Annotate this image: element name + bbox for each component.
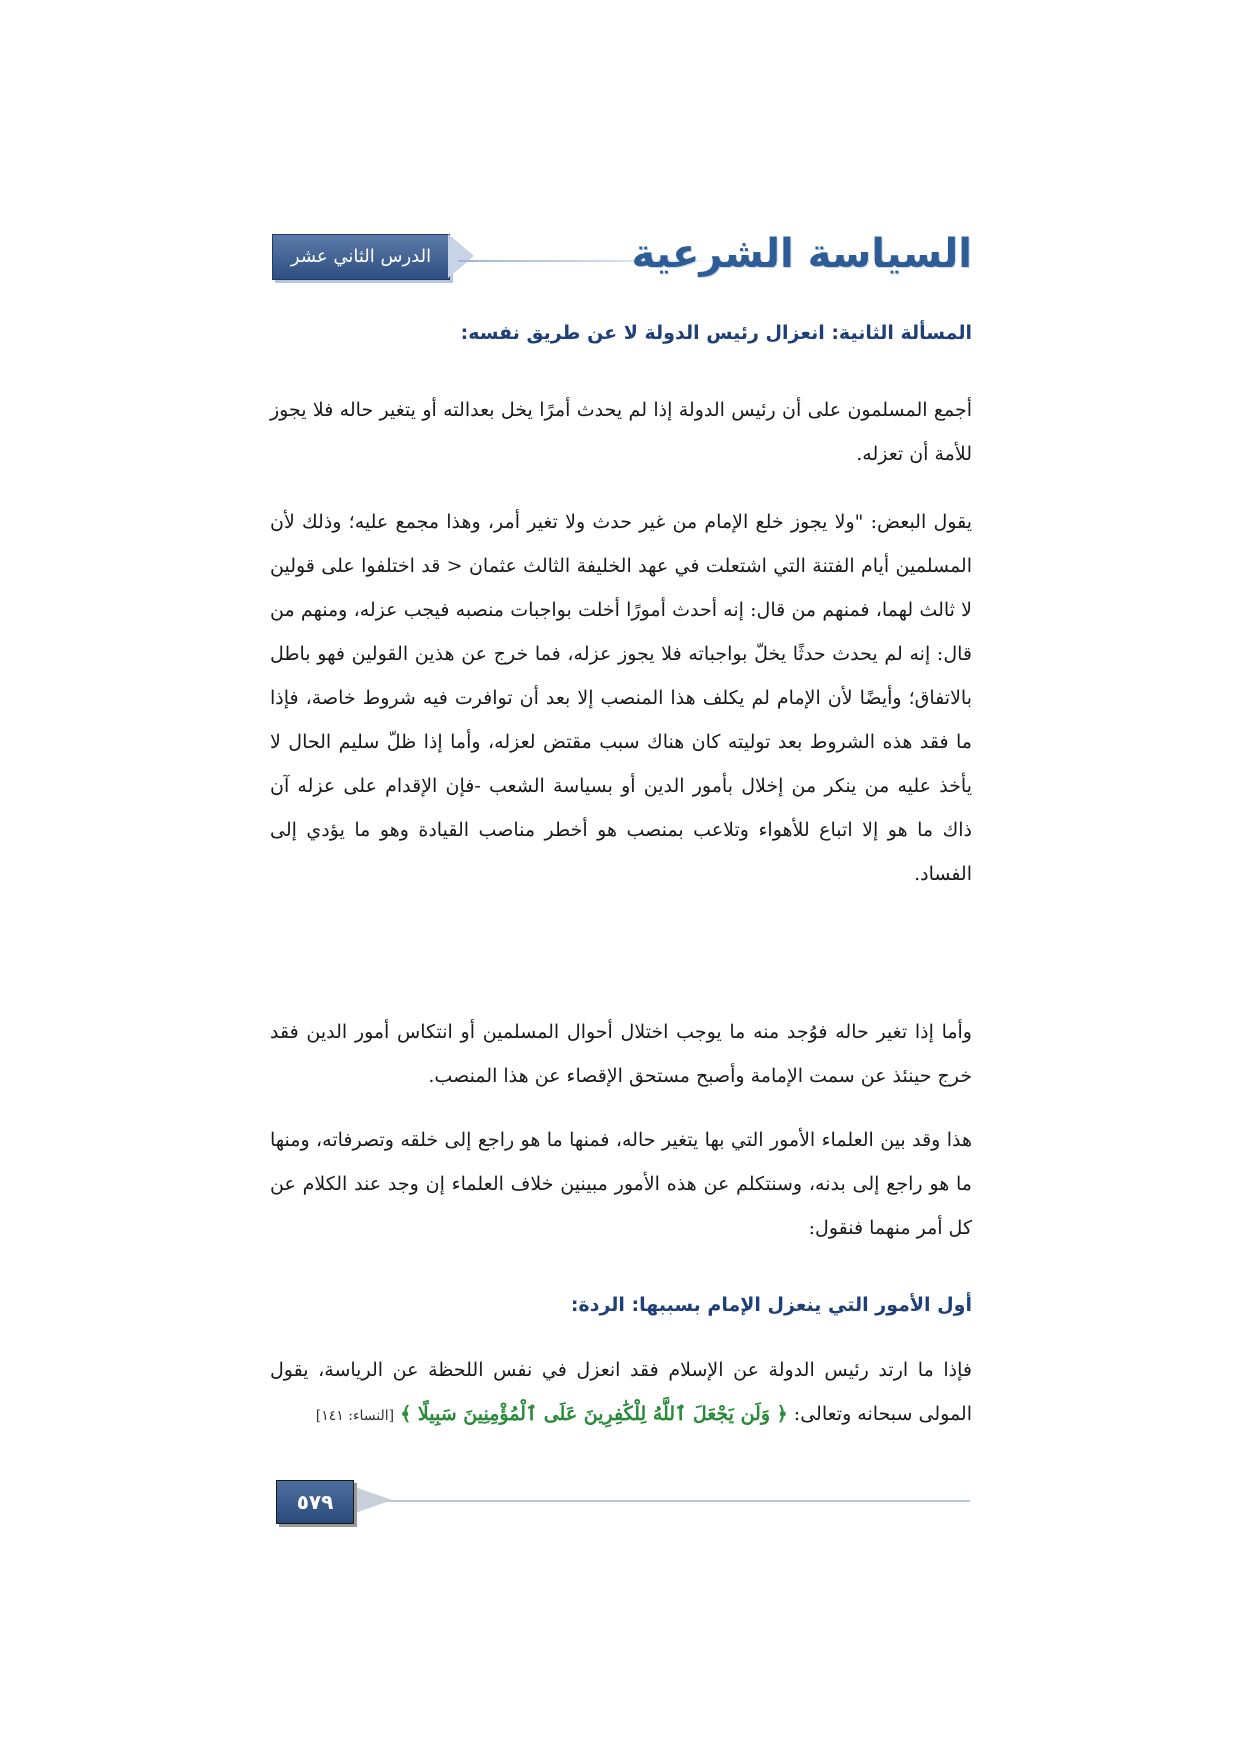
verse-citation: [النساء: ١٤١] [315,1408,395,1424]
paragraph-3: وأما إذا تغير حاله فوُجد منه ما يوجب اختلال أحوال المسلمين أو انتكاس أمور الدين فقد خرج حينئذ عن سمت الإمامة وأصبح مستحق الإقصاء عن هذا المنصب. [270,1021,972,1087]
footer-wedge [352,1486,392,1514]
badge-wedge [448,234,474,278]
page-number: ٥٧٩ [276,1480,354,1524]
section-heading-1: المسألة الثانية: انعزال رئيس الدولة لا عن طريق نفسه: [460,322,972,344]
lesson-badge: الدرس الثاني عشر [272,234,450,280]
section-heading-2: أول الأمور التي ينعزل الإمام بسببها: الردة: [570,1294,972,1316]
quran-verse: ﴿ وَلَن يَجْعَلَ ٱللَّهُ لِلْكَٰفِرِينَ عَلَى ٱلْمُؤْمِنِينَ سَبِيلًا ﴾ [400,1403,788,1425]
paragraph-5 [270,1348,972,1438]
book-title: السياسة الشرعية [631,231,972,277]
footer-divider [356,1500,970,1502]
page-header [272,226,972,286]
paragraph-2: يقول البعض: "ولا يجوز خلع الإمام من غير حدث ولا تغير أمر، وهذا مجمع عليه؛ وذلك لأن المسلمين أيام الفتنة التي اشتعلت في عهد الخليفة الثالث عثمان < قد اختلفوا على قولين لا ثالث لهما، فمنهم من قال: إنه أحدث أمورًا أخلت بواجبات منصبه فيجب عزله، ومنهم من قال: إنه لم يحدث حدثًا يخلّ بواجباته فلا يجوز عزله، فما خرج عن هذين القولين فهو باطل بالاتفاق؛ وأيضًا لأن الإمام لم يكلف هذا المنصب إلا بعد أن توافرت فيه شروط خاصة، فإذا ما فقد هذه الشروط بعد توليته كان هناك سبب مقتض لعزله، وأما إذا ظلّ سليم الحال لا يأخذ عليه من ينكر من إخلال بأمور الدين أو بسياسة الشعب -فإن الإقدام على عزله آن ذاك ما هو إلا اتباع للأهواء وتلاعب بمنصب هو أخطر مناصب القيادة وهو ما يؤدي إلى الفساد. [270,511,972,885]
paragraph-1: أجمع المسلمون على أن رئيس الدولة إذا لم يحدث أمرًا يخل بعدالته أو يتغير حاله فلا يجوز للأمة أن تعزله. [270,399,972,465]
paragraph-5-text: فإذا ما ارتد رئيس الدولة عن الإسلام فقد انعزل في نفس اللحظة عن الرياسة، يقول المولى سبحانه وتعالى: [270,1359,972,1425]
paragraph-4: هذا وقد بين العلماء الأمور التي بها يتغير حاله، فمنها ما هو راجع إلى خلقه وتصرفاته، ومنها ما هو راجع إلى بدنه، وسنتكلم عن هذه الأمور مبينين خلاف العلماء إن وجد عند الكلام عن كل أمر منهما فنقول: [270,1129,972,1239]
